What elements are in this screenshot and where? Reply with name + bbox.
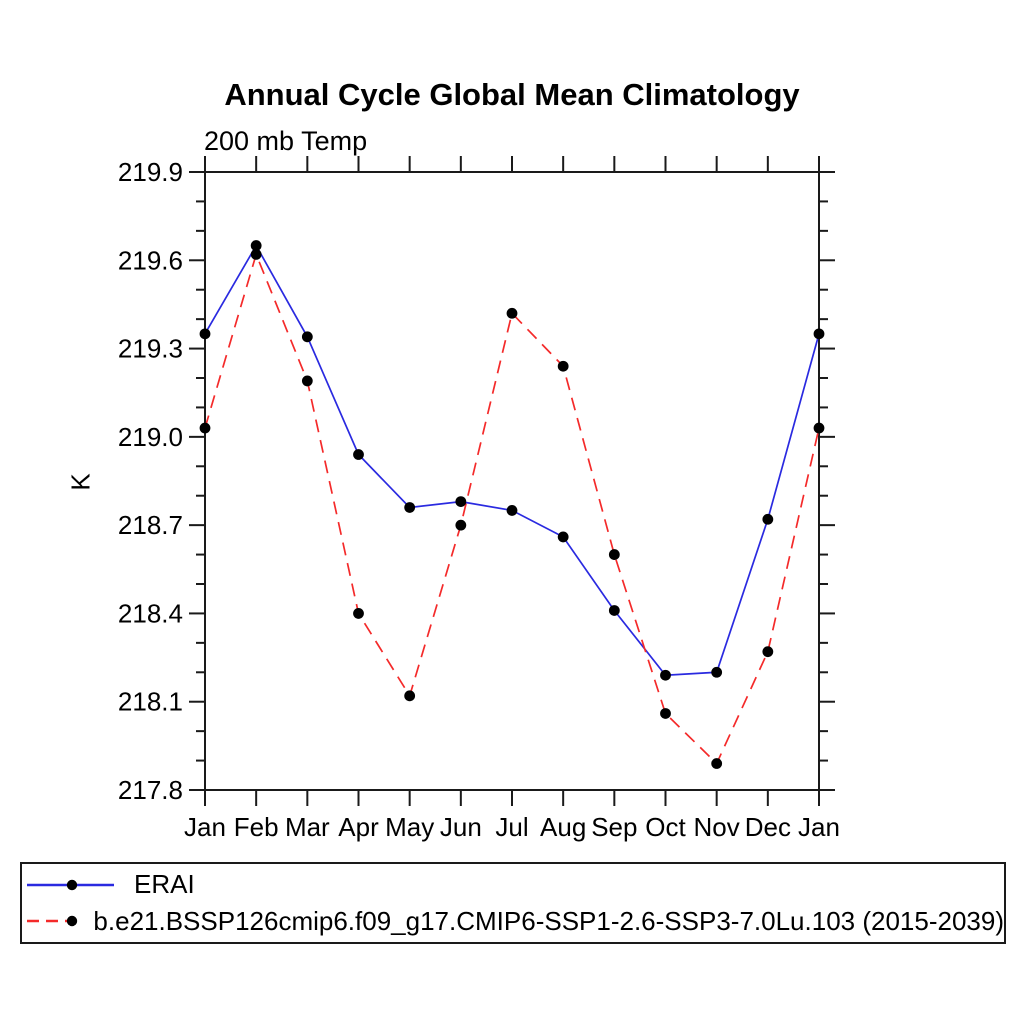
x-tick-label: Apr [338, 812, 379, 842]
chart-title: Annual Cycle Global Mean Climatology [224, 77, 800, 112]
series-0-marker [302, 331, 313, 342]
x-tick-label: Jul [495, 812, 529, 842]
chart-subtitle: 200 mb Temp [204, 126, 368, 156]
y-tick-label: 219.0 [117, 421, 183, 452]
legend-dashed-line-icon [26, 913, 83, 929]
y-tick-label: 218.1 [117, 686, 183, 717]
series-1-marker [558, 361, 569, 372]
series-0-marker [455, 496, 466, 507]
x-tick-label: Nov [693, 812, 740, 842]
x-tick-label: Dec [744, 812, 791, 842]
series-0-marker [404, 502, 415, 513]
series-0-marker [711, 667, 722, 678]
y-axis-label: K [65, 473, 96, 491]
x-tick-label: Sep [591, 812, 638, 842]
series-1-marker [814, 423, 825, 434]
legend-box [20, 862, 1006, 944]
legend-label-erai: ERAI [134, 869, 195, 900]
legend-marker-dot-icon [67, 916, 77, 926]
x-tick-label: Jun [439, 812, 482, 842]
series-1-marker [302, 376, 313, 387]
series-0-marker [200, 328, 211, 339]
legend-marker-dot-icon [67, 880, 77, 890]
y-tick-label: 219.3 [117, 333, 183, 364]
y-tick-label: 219.6 [117, 245, 183, 276]
series-0-marker [353, 449, 364, 460]
series-0-marker [609, 605, 620, 616]
y-tick-label: 218.4 [117, 598, 183, 629]
y-tick-label: 217.8 [117, 775, 183, 805]
legend-label-model: b.e21.BSSP126cmip6.f09_g17.CMIP6-SSP1-2.6-SSP3-7.0Lu.103 (2015-2039) [93, 905, 1004, 936]
x-tick-label: Aug [540, 812, 587, 842]
series-1-marker [711, 758, 722, 769]
series-0-marker [507, 505, 518, 516]
x-tick-label: Oct [645, 812, 686, 842]
series-1-marker [609, 549, 620, 560]
series-0-marker [660, 670, 671, 681]
series-0-marker [762, 514, 773, 525]
legend-item-erai [26, 869, 1004, 900]
legend-solid-line-icon [26, 877, 124, 893]
y-tick-label: 218.7 [117, 510, 183, 541]
series-1-marker [200, 423, 211, 434]
x-tick-label: Jan [184, 812, 226, 842]
series-1-marker [660, 708, 671, 719]
legend-item-model [26, 906, 1004, 937]
x-tick-label: Feb [233, 812, 279, 842]
series-1-marker [507, 308, 518, 319]
x-tick-label: May [385, 812, 435, 842]
series-0-marker [558, 532, 569, 543]
series-1-marker [762, 646, 773, 657]
plot-frame [205, 172, 819, 790]
series-1-marker [404, 690, 415, 701]
y-tick-label: 219.9 [117, 157, 183, 187]
x-tick-label: Mar [284, 812, 330, 842]
series-1-marker [251, 249, 262, 260]
series-0-marker [814, 328, 825, 339]
series-1-marker [455, 520, 466, 531]
x-tick-label: Jan [798, 812, 840, 842]
series-1-marker [353, 608, 364, 619]
